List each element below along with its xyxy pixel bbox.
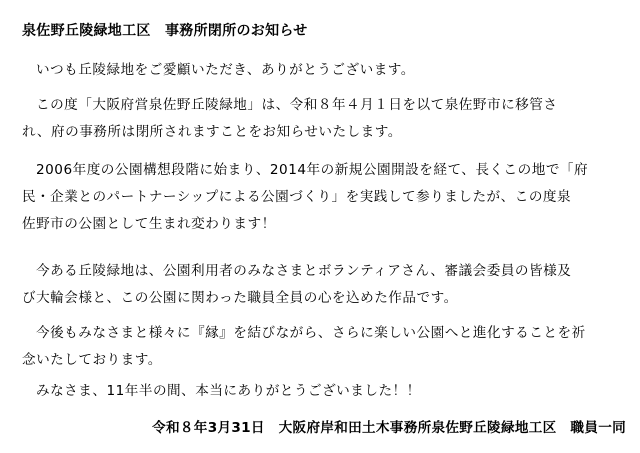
paragraph-line: れ、府の事務所は閉所されますことをお知らせいたします。 xyxy=(22,124,402,140)
paragraph-line: みなさま、11年半の間、本当にありがとうございました！！ xyxy=(36,383,421,399)
notice-paragraph-4 xyxy=(22,258,626,312)
paragraph-line: 念いたしております。 xyxy=(22,352,162,368)
paragraph-line: 佐野市の公園として生まれ変わります！ xyxy=(22,216,276,232)
notice-paragraph-6 xyxy=(22,378,626,405)
paragraph-line: いつも丘陵緑地をご愛顧いただき、ありがとうございます。 xyxy=(36,62,415,78)
paragraph-line: び大輪会様と、この公園に関わった職員全員の心を込めた作品です。 xyxy=(22,290,458,306)
paragraph-line: 今ある丘陵緑地は、公園利用者のみなさまとボランティアさん、審議会委員の皆様及 xyxy=(36,263,572,279)
notice-paragraph-3 xyxy=(22,157,626,238)
notice-paragraph-1 xyxy=(22,57,626,84)
paragraph-line: 民・企業とのパートナーシップによる公園づくり」を実践して参りましたが、この度泉 xyxy=(22,189,572,205)
paragraph-line: 2006年度の公園構想段階に始まり、2014年の新規公園開設を経て、長くこの地で「府 xyxy=(36,162,589,178)
notice-paragraph-5 xyxy=(22,320,626,374)
notice-signature: 令和８年3月31日 大阪府岸和田土木事務所泉佐野丘陵緑地工区 職員一同 xyxy=(152,420,626,436)
notice-paragraph-2 xyxy=(22,92,626,146)
paragraph-line: この度「大阪府営泉佐野丘陵緑地」は、令和８年４月１日を以て泉佐野市に移管さ xyxy=(36,97,558,113)
paragraph-line: 今後もみなさまと様々に『縁』を結びながら、さらに楽しい公園へと進化することを祈 xyxy=(36,325,586,341)
notice-title: 泉佐野丘陵緑地工区 事務所閉所のお知らせ xyxy=(22,23,308,39)
